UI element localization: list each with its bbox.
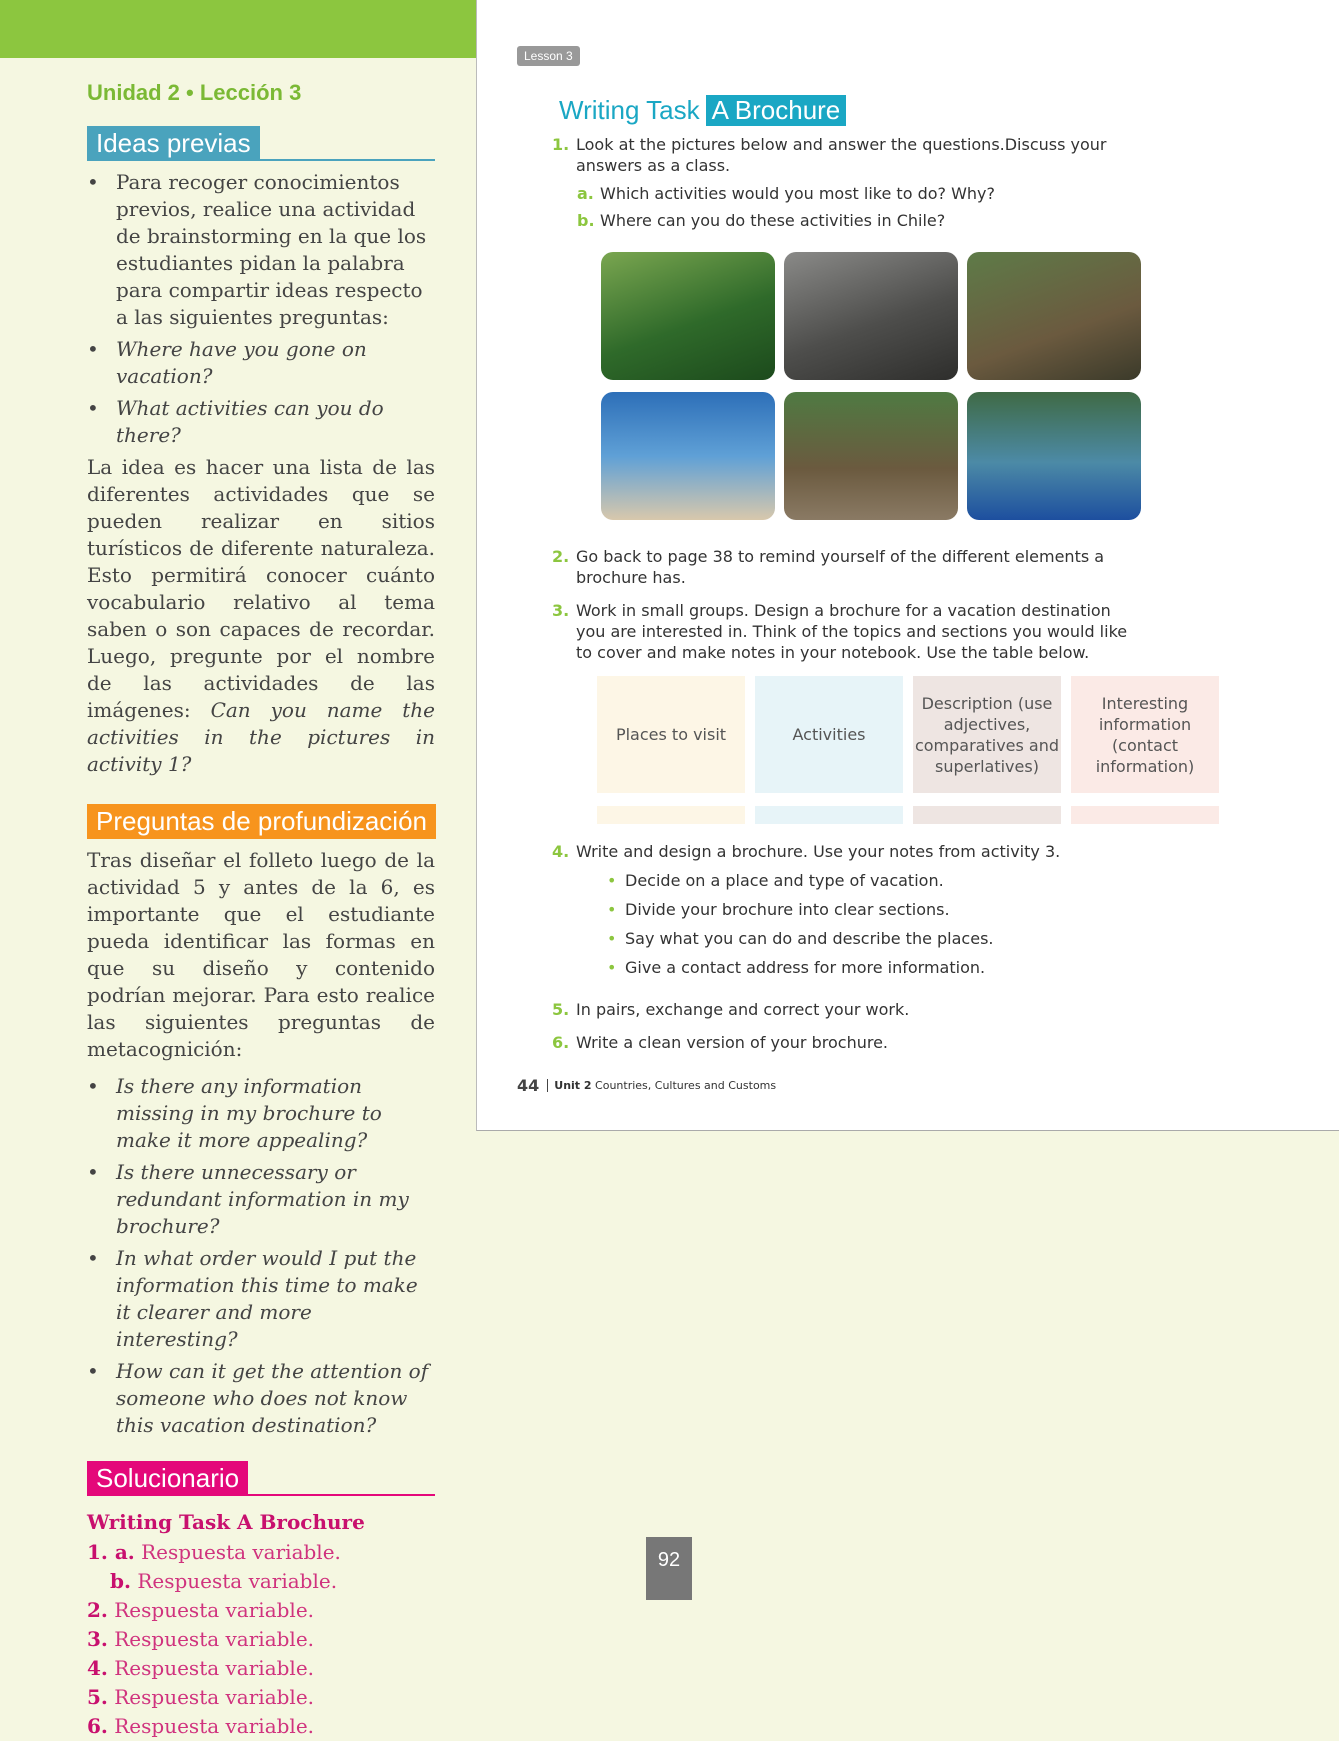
question-6: 6. Write a clean version of your brochure. <box>552 1033 888 1052</box>
unit-heading: Unidad 2 • Lección 3 <box>87 80 302 105</box>
table-cell <box>755 806 903 824</box>
question-2: 2. Go back to page 38 to remind yourself of the different elements a brochure has. <box>552 547 1105 587</box>
preguntas-paragraph: Tras diseñar el folleto luego de la actividad 5 y antes de la 6, es importante que el estudiante pueda identificar las formas en que su diseño y contenido podrían mejorar. Para esto realice las siguientes preguntas de metacognición: <box>87 848 435 1061</box>
table-cell <box>1071 806 1219 824</box>
table-header-activities: Activities <box>755 676 903 793</box>
answer-item: b. Respuesta variable. <box>110 1569 338 1593</box>
book-footer <box>517 1076 776 1095</box>
answer-item: 4. Respuesta variable. <box>87 1656 315 1680</box>
solucionario-subtitle: Writing Task A Brochure <box>87 1510 365 1534</box>
ideas-question-1: • Where have you gone on vacation? <box>87 336 435 390</box>
ideas-bullet-1: • Para recoger conocimientos previos, realice una actividad de brainstorming en la que los estudiantes pidan la palabra para compartir ideas respecto a las siguientes preguntas: <box>87 169 435 331</box>
answer-item: 3. Respuesta variable. <box>87 1627 315 1651</box>
question-4-bullet: • Say what you can do and describe the places. <box>625 929 994 948</box>
question-3: 3. Work in small groups. Design a brochure for a vacation destination you are interested in. Think of the topics and sections you would like to cover and make notes in your notebook. Use the table below. <box>552 601 1128 662</box>
photo-climbing <box>784 252 958 380</box>
question-4-bullet: • Give a contact address for more information. <box>625 958 985 977</box>
page-number-tab: 92 <box>646 1537 692 1600</box>
student-book-page <box>476 0 1339 1131</box>
answer-item: 5. Respuesta variable. <box>87 1685 315 1709</box>
question-1: 1. Look at the pictures below and answer the questions.Discuss your answers as a class. <box>552 135 1107 175</box>
photo-mountain-biking <box>967 252 1141 380</box>
question-4-bullet: • Decide on a place and type of vacation. <box>625 871 944 890</box>
photo-rafting <box>967 392 1141 520</box>
question-1a: a. Which activities would you most like to do? Why? <box>577 184 996 203</box>
solucionario-header <box>87 1461 435 1496</box>
preguntas-title: Preguntas de profundización <box>87 804 436 839</box>
question-5: 5. In pairs, exchange and correct your work. <box>552 1000 910 1019</box>
ideas-question-2: • What activities can you do there? <box>87 395 435 449</box>
answer-item: 6. Respuesta variable. <box>87 1714 315 1738</box>
solucionario-list <box>87 1538 435 1741</box>
ideas-previas-header <box>87 126 435 161</box>
table-header-places: Places to visit <box>597 676 745 793</box>
notes-table-row <box>597 806 1219 824</box>
photo-beach <box>601 392 775 520</box>
question-1b: b. Where can you do these activities in Chile? <box>577 211 946 230</box>
ideas-previas-title: Ideas previas <box>87 126 260 161</box>
solucionario-title: Solucionario <box>87 1461 248 1496</box>
photo-ziplining <box>601 252 775 380</box>
answer-item: 2. Respuesta variable. <box>87 1598 315 1622</box>
question-4: 4. Write and design a brochure. Use your notes from activity 3. <box>552 842 1061 861</box>
answer-item: 1. a. Respuesta variable. <box>87 1540 341 1564</box>
writing-task-title: Writing Task A Brochure <box>559 95 846 126</box>
preguntas-item: • How can it get the attention of someone who does not know this vacation destination? <box>87 1358 435 1439</box>
book-footer-unit: Unit 2 Countries, Cultures and Customs <box>547 1079 776 1092</box>
table-header-description: Description (use adjectives, comparatives and superlatives) <box>913 676 1061 793</box>
ideas-paragraph: La idea es hacer una lista de las diferentes actividades que se pueden realizar en sitios turísticos de diferente naturaleza. Esto permitirá conocer cuánto vocabulario relativo al tema saben o son capaces de recordar. Luego, pregunte por el nombre de las actividades de las imágenes: Can you name the activities in the pictures in activity 1? <box>87 455 436 776</box>
preguntas-item: • Is there unnecessary or redundant information in my brochure? <box>87 1159 435 1240</box>
notes-table-header <box>597 676 1219 793</box>
preguntas-item: • Is there any information missing in my brochure to make it more appealing? <box>87 1073 435 1154</box>
preguntas-header <box>87 804 435 839</box>
table-cell <box>913 806 1061 824</box>
table-cell <box>597 806 745 824</box>
preguntas-list <box>87 1073 435 1439</box>
teacher-notes-column <box>87 80 435 1741</box>
ideas-list <box>87 169 435 449</box>
table-header-information: Interesting information (contact information) <box>1071 676 1219 793</box>
lesson-tag: Lesson 3 <box>517 46 580 66</box>
top-green-bar <box>0 0 476 58</box>
book-page-number: 44 <box>517 1076 540 1095</box>
preguntas-item: • In what order would I put the information this time to make it clearer and more interesting? <box>87 1245 435 1353</box>
photo-horse-riding <box>784 392 958 520</box>
question-4-bullet: • Divide your brochure into clear sections. <box>625 900 950 919</box>
